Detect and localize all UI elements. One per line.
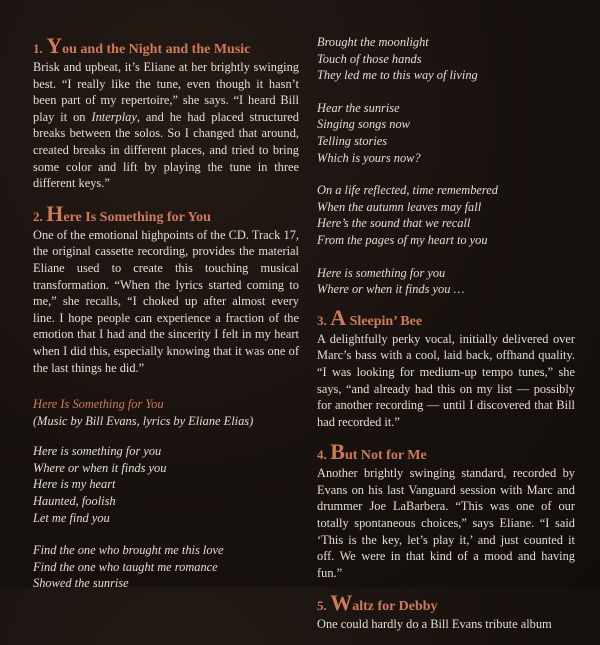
track-4-body: Another brightly swinging standard, recorded by Evans on his last Vanguard session with Marc and drummer Joe LaBarbera. “This was one of our totally spontaneous choices,” says Eliane. “I said ‘This is the key, let’s play it,’ and just counted it off. We were in that kind of a mood and having fun.” xyxy=(317,466,575,580)
song-credit: (Music by Bill Evans, lyrics by Eliane Elias) xyxy=(33,413,254,428)
song-title: Here Is Something for You xyxy=(33,397,164,412)
track-1-body: Brisk and upbeat, it’s Eliane at her brightly swinging best. “I really like the tune, even though it hasn’t been part of my repertoire,” she says. “I heard Bill play it on Interplay, and he had placed structured breaks between the solos. So I changed that around, created breaks in different places, and tried to bring some color and lift by playing the tune in three different keys.” xyxy=(33,60,300,191)
track-2-heading: 2. Here Is Something for You xyxy=(33,200,211,226)
lyric-stanza-6: Here is something for you Where or when it finds you … xyxy=(317,265,465,297)
right-column xyxy=(317,8,575,645)
track-1-heading: 1. You and the Night and the Music xyxy=(33,33,251,58)
track-4-heading: 4. But Not for Me xyxy=(317,439,427,465)
track-2-body: One of the emotional highpoints of the CD. Track 17, the original cassette recording, provides the material Eliane used to create this touching musical transformation. “When the lyrics started coming to me,” she recalls, “I choked up after almost every line. I hope people can experience a fraction of the emotion that I had and the sincerity I felt in my heart when I did this, especially knowing that it was one of the last things he did.” xyxy=(33,227,299,375)
left-column xyxy=(33,33,300,608)
track-5-heading: 5. Waltz for Debby xyxy=(317,590,438,616)
lyric-stanza-5: On a life reflected, time remembered When the autumn leaves may fall Here’s the sound that we recall From the pages of my heart to you xyxy=(317,183,498,247)
lyric-stanza-3: Brought the moonlight Touch of those hands They led me to this way of living xyxy=(317,35,478,83)
lyric-stanza-2: Find the one who brought me this love Find the one who taught me romance Showed the sunrise xyxy=(33,543,224,591)
track-3-heading: 3. A Sleepin’ Bee xyxy=(317,304,423,330)
lyric-stanza-1: Here is something for you Where or when it finds you Here is my heart Haunted, foolish Let me find you xyxy=(33,444,167,525)
track-5-body: One could hardly do a Bill Evans tribute album xyxy=(317,617,552,632)
lyric-stanza-4: Hear the sunrise Singing songs now Telling stories Which is yours now? xyxy=(317,100,421,165)
track-3-body: A delightfully perky vocal, initially delivered over Marc’s bass with a cool, laid back, offhand quality. “I was looking for medium-up tempo tunes,” she says, “and already had this on my list — possibly for another recording — until I discovered that Bill had recorded it.” xyxy=(317,331,575,429)
